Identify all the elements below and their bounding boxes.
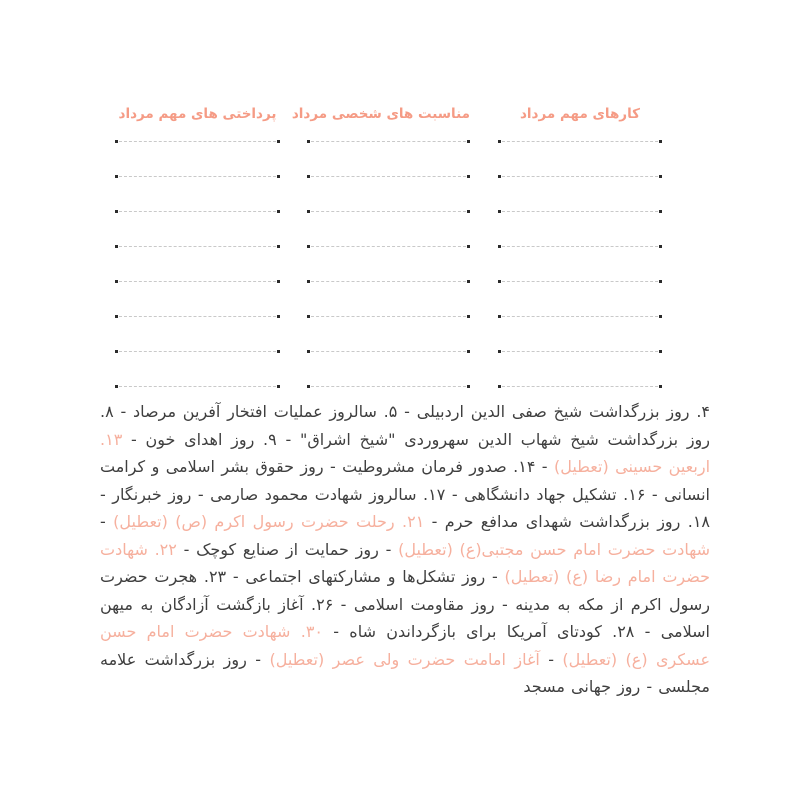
line-end-square bbox=[307, 315, 310, 318]
line-end-square bbox=[659, 280, 662, 283]
ruled-line bbox=[307, 244, 470, 249]
event-text-segment: - bbox=[100, 512, 114, 531]
line-end-square bbox=[467, 280, 470, 283]
line-end-square bbox=[277, 385, 280, 388]
column-personal-occasions bbox=[291, 103, 470, 419]
line-end-square bbox=[115, 245, 118, 248]
line-end-square bbox=[498, 175, 501, 178]
line-end-square bbox=[115, 175, 118, 178]
ruled-line bbox=[498, 139, 662, 144]
event-text-segment: - ۱۴. صدور فرمان مشروطیت - روز حقوق بشر اسلامی و کرامت انسانی - ۱۶. تشکیل جهاد دانشگاهی - ۱۷. سالروز شهادت محمود صارمی - روز خبرنگار - ۱۸. روز بزرگداشت شهدای مدافع حرم - bbox=[100, 457, 711, 531]
line-dash bbox=[311, 386, 466, 387]
ruled-line bbox=[115, 209, 280, 214]
ruled-line bbox=[498, 174, 662, 179]
line-end-square bbox=[659, 140, 662, 143]
line-dash bbox=[119, 141, 276, 142]
line-dash bbox=[502, 211, 658, 212]
ruled-lines-important-payments bbox=[115, 139, 280, 389]
line-end-square bbox=[277, 175, 280, 178]
line-end-square bbox=[307, 350, 310, 353]
ruled-line bbox=[498, 244, 662, 249]
line-end-square bbox=[498, 280, 501, 283]
holiday-event-segment: شهادت حضرت امام حسن مجتبی(ع) (تعطیل) bbox=[398, 539, 710, 559]
line-dash bbox=[311, 176, 466, 177]
holiday-event-segment: ۱۳. اربعین حسینی (تعطیل) bbox=[100, 429, 711, 476]
line-end-square bbox=[277, 210, 280, 213]
column-title-important-payments: پرداختی های مهم مرداد bbox=[118, 106, 277, 122]
line-end-square bbox=[307, 385, 310, 388]
line-end-square bbox=[277, 350, 280, 353]
line-end-square bbox=[498, 210, 501, 213]
line-end-square bbox=[307, 175, 310, 178]
ruled-line bbox=[307, 279, 470, 284]
line-end-square bbox=[277, 280, 280, 283]
line-dash bbox=[119, 351, 276, 352]
holiday-event-segment: ۲۱. رحلت حضرت رسول اکرم (ص) (تعطیل) bbox=[113, 512, 425, 531]
ruled-line bbox=[115, 174, 280, 179]
holiday-event-segment: آغاز امامت حضرت ولی عصر (تعطیل) bbox=[269, 649, 540, 669]
line-end-square bbox=[659, 350, 662, 353]
ruled-line bbox=[498, 279, 662, 284]
event-text-segment: - روز بزرگداشت علامه مجلسی - روز جهانی مسجد bbox=[100, 649, 710, 696]
ruled-line bbox=[115, 314, 280, 319]
ruled-lines-personal-occasions bbox=[307, 139, 470, 389]
column-title-personal-occasions: مناسبت های شخصی مرداد bbox=[291, 106, 470, 122]
line-dash bbox=[311, 211, 466, 212]
event-text-segment: - bbox=[539, 649, 563, 669]
ruled-line bbox=[307, 209, 470, 214]
ruled-line bbox=[498, 209, 662, 214]
ruled-line bbox=[115, 244, 280, 249]
line-end-square bbox=[307, 210, 310, 213]
line-end-square bbox=[498, 350, 501, 353]
line-dash bbox=[502, 176, 658, 177]
line-end-square bbox=[659, 245, 662, 248]
line-end-square bbox=[659, 315, 662, 318]
line-end-square bbox=[467, 140, 470, 143]
line-end-square bbox=[115, 315, 118, 318]
event-text-segment: - روز حمایت از صنایع کوچک - bbox=[176, 539, 399, 559]
line-end-square bbox=[467, 385, 470, 388]
column-important-tasks bbox=[498, 103, 662, 419]
holiday-event-segment: ۳۰. شهادت حضرت امام حسن عسکری (ع) (تعطیل) bbox=[100, 622, 711, 669]
line-end-square bbox=[115, 350, 118, 353]
month-events-paragraph bbox=[100, 398, 710, 701]
ruled-line bbox=[115, 384, 280, 389]
line-dash bbox=[311, 141, 466, 142]
line-dash bbox=[119, 246, 276, 247]
ruled-line bbox=[498, 349, 662, 354]
line-end-square bbox=[659, 175, 662, 178]
line-end-square bbox=[115, 210, 118, 213]
line-dash bbox=[502, 281, 658, 282]
line-end-square bbox=[498, 385, 501, 388]
ruled-line bbox=[498, 384, 662, 389]
ruled-lines-important-tasks bbox=[498, 139, 662, 389]
line-end-square bbox=[115, 280, 118, 283]
ruled-line bbox=[307, 349, 470, 354]
ruled-line bbox=[307, 139, 470, 144]
line-end-square bbox=[277, 245, 280, 248]
ruled-line bbox=[307, 314, 470, 319]
line-dash bbox=[119, 281, 276, 282]
line-end-square bbox=[467, 315, 470, 318]
event-text-segment: ۴. روز بزرگداشت شیخ صفی الدین اردبیلی - ۵. سالروز عملیات افتخار آفرین مرصاد - ۸. روز بزرگداشت شیخ شهاب الدین سهروردی "شیخ اشراق" - ۹. روز اهدای خون - bbox=[100, 402, 711, 449]
ruled-line bbox=[307, 384, 470, 389]
ruled-line bbox=[115, 139, 280, 144]
line-end-square bbox=[307, 280, 310, 283]
line-end-square bbox=[277, 315, 280, 318]
event-text-segment: - روز تشکل‌ها و مشارکتهای اجتماعی - ۲۳. هجرت حضرت رسول اکرم از مکه به مدینه - روز مقاومت اسلامی - ۲۶. آغاز بازگشت آزادگان به میهن اسلامی - ۲۸. کودتای آمریکا برای بازگرداندن شاه - bbox=[100, 567, 711, 641]
line-end-square bbox=[467, 350, 470, 353]
line-dash bbox=[311, 351, 466, 352]
line-end-square bbox=[498, 315, 501, 318]
line-dash bbox=[311, 316, 466, 317]
line-end-square bbox=[498, 245, 501, 248]
line-end-square bbox=[498, 140, 501, 143]
holiday-event-segment: ۲۲. شهادت حضرت امام رضا (ع) (تعطیل) bbox=[100, 539, 710, 586]
ruled-line bbox=[115, 349, 280, 354]
line-dash bbox=[502, 351, 658, 352]
line-dash bbox=[502, 246, 658, 247]
line-dash bbox=[311, 246, 466, 247]
line-end-square bbox=[307, 245, 310, 248]
line-end-square bbox=[659, 385, 662, 388]
line-end-square bbox=[467, 245, 470, 248]
line-dash bbox=[119, 176, 276, 177]
column-title-important-tasks: کارهای مهم مرداد bbox=[520, 106, 640, 122]
line-dash bbox=[502, 386, 658, 387]
line-dash bbox=[502, 316, 658, 317]
line-dash bbox=[119, 386, 276, 387]
line-dash bbox=[502, 141, 658, 142]
column-important-payments bbox=[115, 103, 280, 419]
line-end-square bbox=[659, 210, 662, 213]
line-dash bbox=[119, 211, 276, 212]
ruled-line bbox=[498, 314, 662, 319]
line-end-square bbox=[467, 175, 470, 178]
line-dash bbox=[311, 281, 466, 282]
line-end-square bbox=[115, 140, 118, 143]
line-end-square bbox=[115, 385, 118, 388]
ruled-line bbox=[115, 279, 280, 284]
line-dash bbox=[119, 316, 276, 317]
line-end-square bbox=[307, 140, 310, 143]
line-end-square bbox=[467, 210, 470, 213]
line-end-square bbox=[277, 140, 280, 143]
ruled-line bbox=[307, 174, 470, 179]
